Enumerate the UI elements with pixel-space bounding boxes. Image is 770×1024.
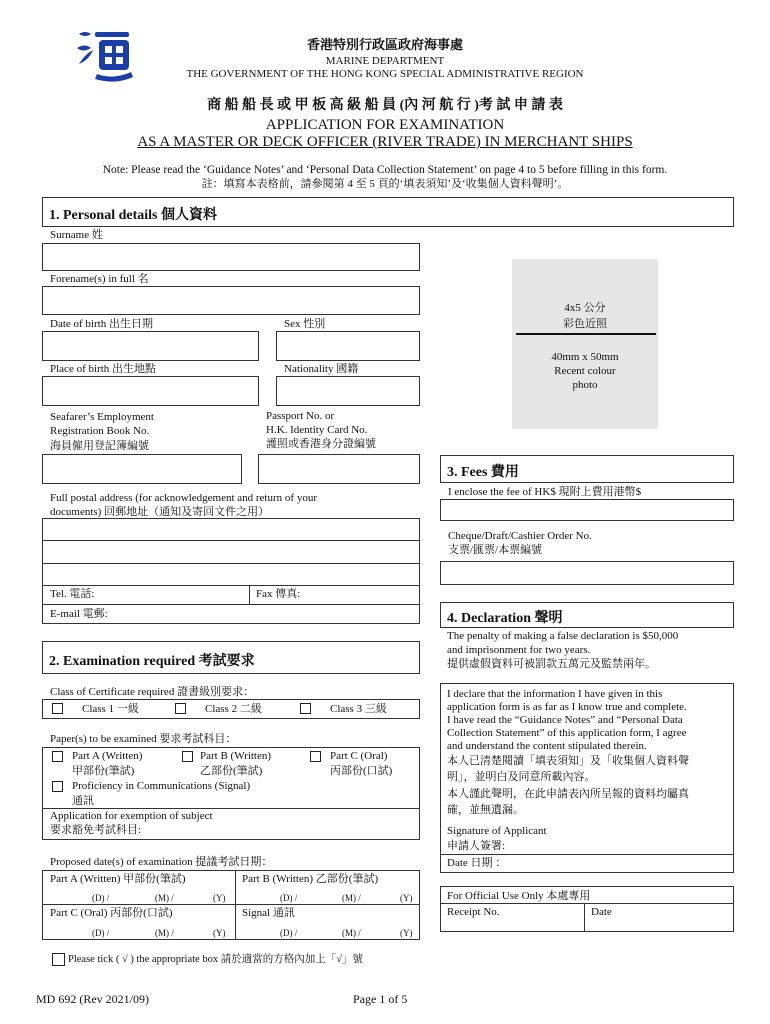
government-name: THE GOVERNMENT OF THE HONG KONG SPECIAL ADMINISTRATIVE REGION — [186, 68, 584, 80]
fee-field[interactable] — [440, 499, 734, 521]
dob-label: Date of birth 出生日期 — [50, 318, 153, 330]
department-name-zh: 香港特別行政區政府海事處 — [306, 37, 463, 52]
cheque-label-en: Cheque/Draft/Cashier Order No. — [448, 530, 592, 542]
tbl-signal-day[interactable]: (D) / — [280, 928, 298, 938]
signature-divider — [440, 854, 734, 855]
penalty-zh: 提供虛假資料可被罰款五萬元及監禁兩年。 — [447, 658, 656, 670]
surname-field[interactable] — [42, 243, 420, 271]
tel-field[interactable]: Tel. 電話: — [50, 588, 95, 600]
class-label: Class of Certificate required 證書級別要求： — [50, 686, 255, 698]
tbl-signal-month[interactable]: (M) / — [342, 928, 361, 938]
exemption-label-zh: 要求豁免考試科目: — [50, 824, 142, 836]
cheque-field[interactable] — [440, 561, 734, 585]
surname-label: Surname 姓 — [50, 229, 103, 241]
papers-label: Paper(s) to be examined 要求考試科目： — [50, 733, 237, 745]
official-use-title: For Official Use Only 本處專用 — [447, 890, 591, 902]
tick-sample-checkbox — [52, 953, 65, 966]
declaration-zh-2: 明」，並明白及同意所載內容。 — [447, 771, 596, 783]
email-field[interactable]: E-mail 電郵: — [50, 608, 108, 620]
official-use-divider — [440, 903, 734, 904]
address-field[interactable] — [42, 518, 420, 586]
page-number: Page 1 of 5 — [353, 992, 408, 1006]
tbl-partC-day[interactable]: (D) / — [92, 928, 110, 938]
address-label-2: documents) 回郵地址（通知及寄回文件之用） — [50, 506, 270, 518]
form-title-zh: 商 船 船 長 或 甲 板 高 級 船 員 (內 河 航 行 )考 試 申 請 表 — [207, 98, 563, 113]
form-title-en-2: AS A MASTER OR DECK OFFICER (RIVER TRADE) IN MERCHANT SHIPS — [137, 134, 633, 150]
signal-checkbox[interactable] — [52, 781, 63, 792]
address-line-1 — [42, 540, 420, 541]
official-use-vdivider — [584, 903, 585, 932]
passport-field[interactable] — [258, 454, 420, 484]
section-declaration-heading: 4. Declaration 聲明 — [440, 602, 734, 628]
nationality-label: Nationality 國籍 — [284, 363, 359, 375]
partB-label-zh: 乙部份(筆試) — [200, 765, 263, 777]
tel-fax-divider — [249, 585, 250, 605]
cheque-label-zh: 支票/匯票/本票編號 — [448, 544, 543, 556]
photo-photo: photo — [572, 379, 598, 391]
partC-checkbox[interactable] — [310, 751, 321, 762]
class2-label: Class 2 二級 — [205, 703, 262, 715]
section-personal-details-heading: 1. Personal details 個人資料 — [42, 197, 734, 227]
partB-label-en: Part B (Written) — [200, 750, 272, 762]
tbl-partB-year[interactable]: (Y) — [400, 893, 413, 903]
nationality-field[interactable] — [276, 376, 420, 406]
pob-label: Place of birth 出生地點 — [50, 363, 157, 375]
address-label-1: Full postal address (for acknowledgement and return of your — [50, 492, 317, 504]
seafarer-label-2: Registration Book No. — [50, 425, 150, 437]
proposed-date-vdivider — [235, 870, 236, 940]
class1-checkbox[interactable] — [52, 703, 63, 714]
class2-checkbox[interactable] — [175, 703, 186, 714]
photo-divider — [516, 333, 656, 335]
declaration-line-1: I declare that the information I have given in this — [447, 688, 663, 700]
tbl-partA-label: Part A (Written) 甲部份(筆試) — [50, 873, 186, 885]
form-number: MD 692 (Rev 2021/09) — [36, 992, 149, 1006]
seafarer-label-3: 海員僱用登記簿編號 — [50, 440, 149, 452]
class3-label: Class 3 三級 — [330, 703, 387, 715]
partA-checkbox[interactable] — [52, 751, 63, 762]
penalty-en-2: and imprisonment for two years. — [447, 644, 591, 656]
forenames-field[interactable] — [42, 286, 420, 315]
tbl-signal-label: Signal 通訊 — [242, 907, 295, 919]
tbl-partB-day[interactable]: (D) / — [280, 893, 298, 903]
photo-size-en: 40mm x 50mm — [551, 351, 619, 363]
date-field[interactable]: Date 日期 ： — [447, 857, 507, 869]
section-examination-heading: 2. Examination required 考試要求 — [42, 641, 420, 674]
declaration-zh-1: 本人已清楚閱讀「填表須知」及「收集個人資料聲 — [447, 755, 689, 767]
sex-label: Sex 性別 — [284, 318, 326, 330]
tel-fax-row — [42, 585, 420, 605]
dob-field[interactable] — [42, 331, 259, 361]
marine-department-logo — [75, 28, 137, 84]
passport-label-3: 護照或香港身分證編號 — [266, 438, 376, 450]
tbl-partA-month[interactable]: (M) / — [155, 893, 174, 903]
tick-instruction: Please tick ( √ ) the appropriate box 請於適當的方格內加上「√」號 — [68, 954, 363, 965]
official-date-label: Date — [591, 906, 612, 918]
declaration-line-4: Collection Statement” of this application form, I agree — [447, 727, 687, 739]
tbl-partC-year[interactable]: (Y) — [213, 928, 226, 938]
proposed-date-label: Proposed date(s) of examination 提議考試日期： — [50, 856, 273, 868]
photo-recent: Recent colour — [554, 365, 616, 377]
signature-label-en: Signature of Applicant — [447, 825, 547, 837]
partC-label-en: Part C (Oral) — [330, 750, 388, 762]
seafarer-book-field[interactable] — [42, 454, 242, 484]
declaration-zh-3: 本人謹此聲明，在此申請表內所呈報的資料均屬真 — [447, 788, 689, 800]
declaration-line-3: I have read the “Guidance Notes” and “Personal Data — [447, 714, 683, 726]
address-line-2 — [42, 563, 420, 564]
declaration-line-5: and understand the content stipulated therein. — [447, 740, 647, 752]
receipt-no-label: Receipt No. — [447, 906, 500, 918]
class1-label: Class 1 一級 — [82, 703, 139, 715]
fax-field[interactable]: Fax 傳真: — [256, 588, 301, 600]
tbl-partB-label: Part B (Written) 乙部份(筆試) — [242, 873, 379, 885]
photo-size-zh: 4x5 公分 — [564, 302, 606, 314]
form-title-en-1: APPLICATION FOR EXAMINATION — [265, 117, 505, 133]
section-fees-heading: 3. Fees 費用 — [440, 455, 734, 483]
tbl-partC-month[interactable]: (M) / — [155, 928, 174, 938]
note-en: Note: Please read the ‘Guidance Notes’ and ‘Personal Data Collection Statement’ on page 4 to 5 before filling in this form. — [102, 164, 668, 176]
exemption-label-en: Application for exemption of subject — [50, 810, 213, 822]
photo-colour-zh: 彩色近照 — [563, 318, 607, 330]
penalty-en-1: The penalty of making a false declaration is $50,000 — [447, 630, 679, 642]
signal-label-zh: 通訊 — [72, 795, 94, 807]
fee-label: I enclose the fee of HK$ 現附上費用港幣$ — [448, 486, 642, 498]
note-zh: 註：填寫本表格前，請參閱第 4 至 5 頁的‘填表須知’及‘收集個人資料聲明’。 — [201, 178, 569, 190]
declaration-zh-4: 確，並無遺漏。 — [447, 804, 524, 816]
photo-placeholder — [512, 259, 658, 429]
partA-label-zh: 甲部份(筆試) — [72, 765, 135, 777]
signature-label-zh[interactable]: 申請人簽署: — [447, 840, 506, 852]
sex-field[interactable] — [276, 331, 420, 361]
forenames-label: Forename(s) in full 名 — [50, 273, 149, 285]
signal-label-en: Proficiency in Communications (Signal) — [72, 780, 251, 792]
partC-label-zh: 丙部份(口試) — [330, 765, 393, 777]
class3-checkbox[interactable] — [300, 703, 311, 714]
partA-label-en: Part A (Written) — [72, 750, 143, 762]
tbl-partC-label: Part C (Oral) 丙部份(口試) — [50, 907, 173, 919]
declaration-line-2: application form is as far as I know true and complete. — [447, 701, 687, 713]
tbl-partB-month[interactable]: (M) / — [342, 893, 361, 903]
pob-field[interactable] — [42, 376, 259, 406]
seafarer-label-1: Seafarer’s Employment — [50, 411, 154, 423]
partB-checkbox[interactable] — [182, 751, 193, 762]
department-name-en: MARINE DEPARTMENT — [325, 55, 445, 67]
passport-label-2: H.K. Identity Card No. — [266, 424, 368, 436]
tbl-partA-year[interactable]: (Y) — [213, 893, 226, 903]
tbl-partA-day[interactable]: (D) / — [92, 893, 110, 903]
tbl-signal-year[interactable]: (Y) — [400, 928, 413, 938]
passport-label-1: Passport No. or — [266, 410, 335, 422]
